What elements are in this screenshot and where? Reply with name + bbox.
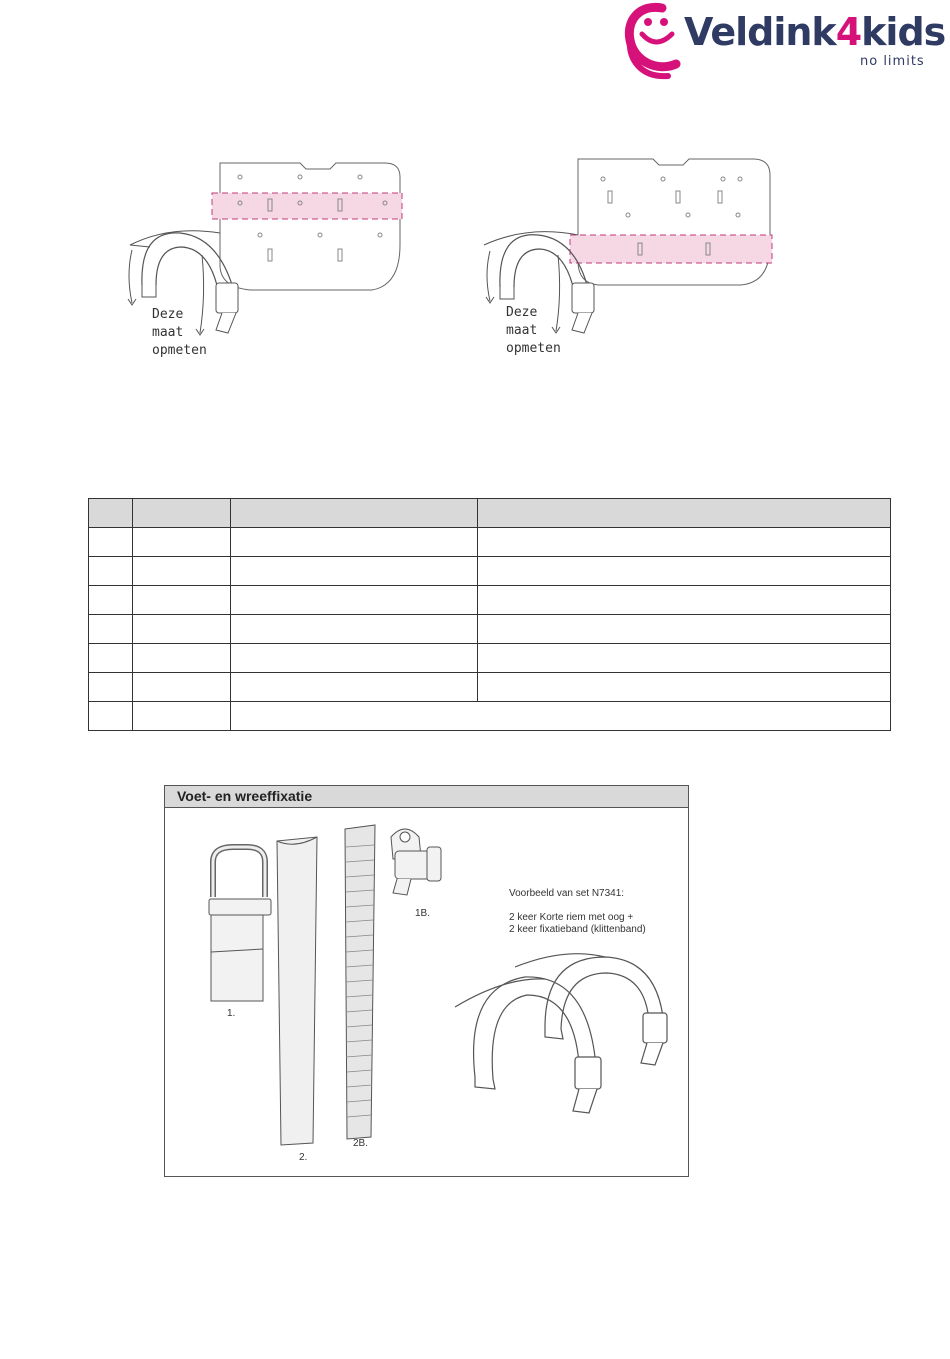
table-cell xyxy=(231,673,478,702)
long-strap-drawing xyxy=(277,837,317,1145)
table-cell xyxy=(478,644,891,673)
table-header-cell xyxy=(231,499,478,528)
set-example-line-1: 2 keer Korte riem met oog + xyxy=(509,912,634,923)
table-cell xyxy=(478,528,891,557)
smiley-logo-icon xyxy=(622,0,692,84)
table-row xyxy=(89,528,891,557)
table-cell xyxy=(133,702,231,731)
measure-note-word-3: opmeten xyxy=(506,341,561,356)
table-cell xyxy=(89,586,133,615)
set-example-line-2: 2 keer fixatieband (klittenband) xyxy=(509,924,646,935)
table-cell xyxy=(231,615,478,644)
velcro-strap-drawing xyxy=(345,825,375,1139)
product-drawings xyxy=(165,807,688,1175)
measure-note-word-1: Deze xyxy=(506,305,538,320)
short-strap-with-ring-drawing xyxy=(209,847,271,1001)
table-cell xyxy=(133,586,231,615)
table-cell xyxy=(89,673,133,702)
set-example-title: Voorbeeld van set N7341: xyxy=(509,888,625,899)
table-cell xyxy=(231,557,478,586)
table-header-cell xyxy=(478,499,891,528)
table-row xyxy=(89,586,891,615)
table-header-cell xyxy=(89,499,133,528)
table-cell xyxy=(133,615,231,644)
item-label-2b: 2B. xyxy=(353,1138,369,1149)
measure-note-word-3: opmeten xyxy=(152,343,207,358)
table-cell-merged xyxy=(231,702,891,731)
table-cell xyxy=(231,528,478,557)
product-box-title: Voet- en wreeffixatie xyxy=(165,786,688,808)
measure-note-word-1: Deze xyxy=(152,307,184,322)
table-cell xyxy=(89,644,133,673)
measure-note-word-2: maat xyxy=(152,325,184,340)
table-row xyxy=(89,557,891,586)
table-row xyxy=(89,702,891,731)
illustration-left xyxy=(120,155,410,370)
brand-name: Veldink4kids xyxy=(684,10,946,54)
table-cell xyxy=(231,586,478,615)
table-cell xyxy=(89,528,133,557)
table-cell xyxy=(133,528,231,557)
table-row xyxy=(89,673,891,702)
measure-note-word-2: maat xyxy=(506,323,538,338)
brand-logo xyxy=(622,0,946,84)
table-cell xyxy=(231,644,478,673)
item-label-1: 1. xyxy=(227,1008,236,1019)
table-cell xyxy=(133,557,231,586)
strap-set-example-drawing xyxy=(455,954,667,1113)
table-header-cell xyxy=(133,499,231,528)
table-cell xyxy=(478,557,891,586)
table-header-row xyxy=(89,499,891,528)
spec-table xyxy=(88,498,891,731)
illustration-right xyxy=(478,155,778,370)
table-cell xyxy=(478,673,891,702)
table-cell xyxy=(478,586,891,615)
buckle-with-eye-drawing xyxy=(391,829,441,895)
table-cell xyxy=(89,615,133,644)
item-label-2: 2. xyxy=(299,1152,308,1163)
table-cell xyxy=(133,673,231,702)
table-cell xyxy=(89,702,133,731)
brand-tagline: no limits xyxy=(860,54,925,69)
product-box xyxy=(164,785,689,1177)
table-cell xyxy=(89,557,133,586)
table-row xyxy=(89,644,891,673)
table-cell xyxy=(478,615,891,644)
item-label-1b: 1B. xyxy=(415,908,431,919)
table-cell xyxy=(133,644,231,673)
table-row xyxy=(89,615,891,644)
